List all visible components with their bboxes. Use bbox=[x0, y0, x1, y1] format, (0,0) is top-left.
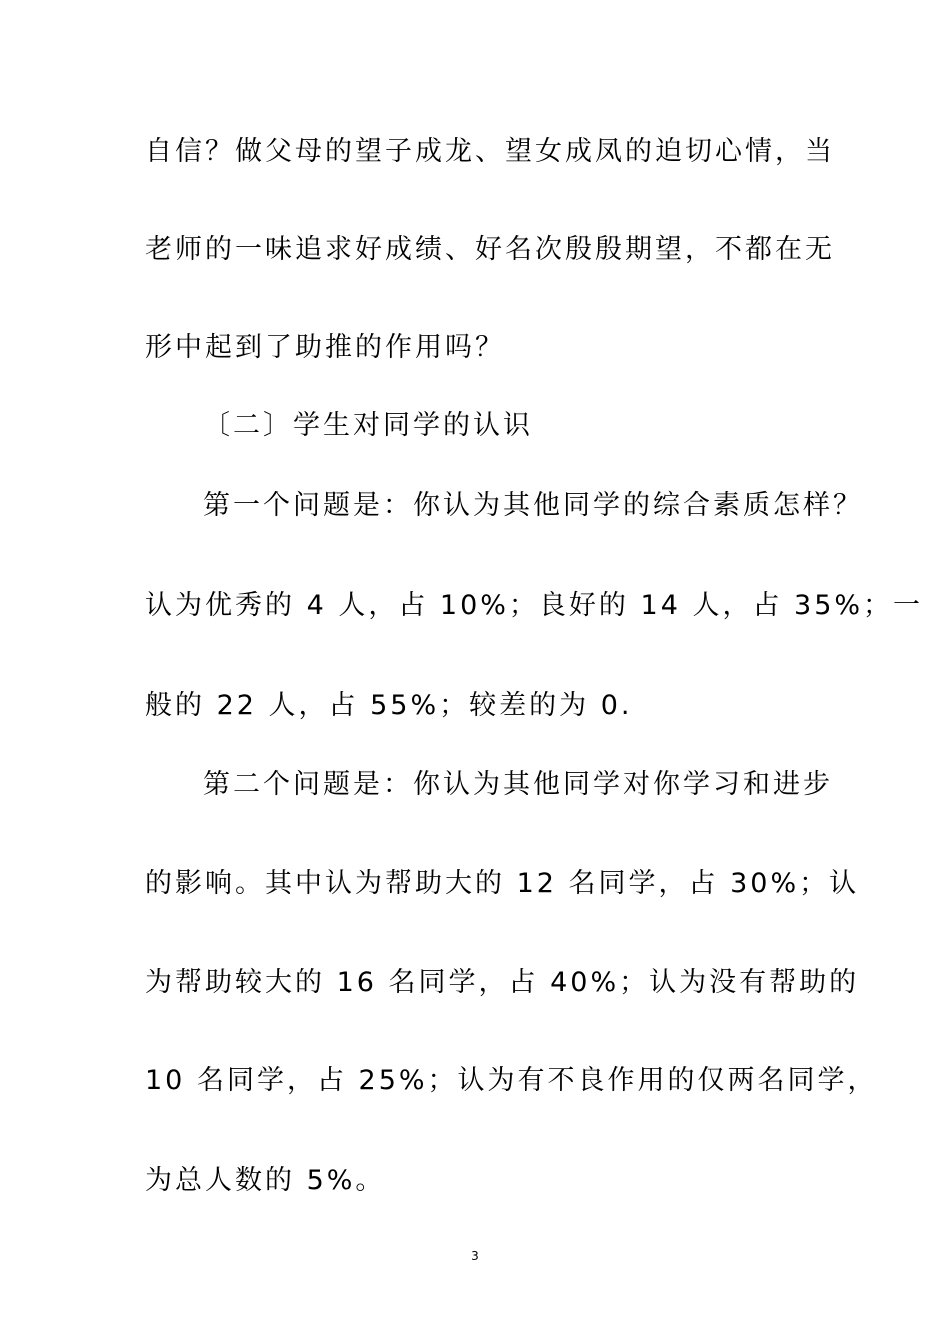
text-line-9: 的影响。其中认为帮助大的 12 名同学，占 30%；认 bbox=[145, 868, 860, 899]
text-line-3: 形中起到了助推的作用吗？ bbox=[145, 332, 505, 363]
text-line-12: 为总人数的 5%。 bbox=[145, 1165, 386, 1196]
text-line-10: 为帮助较大的 16 名同学，占 40%；认为没有帮助的 bbox=[145, 967, 860, 998]
page-number: 3 bbox=[471, 1249, 479, 1263]
section-heading: 〔二〕学生对同学的认识 bbox=[203, 410, 533, 441]
text-line-11: 10 名同学，占 25%；认为有不良作用的仅两名同学， bbox=[145, 1065, 878, 1096]
text-line-1: 自信？做父母的望子成龙、望女成凤的迫切心情，当 bbox=[145, 136, 835, 167]
text-line-7: 般的 22 人，占 55%；较差的为 0. bbox=[145, 690, 633, 721]
text-line-2: 老师的一味追求好成绩、好名次殷殷期望，不都在无 bbox=[145, 234, 835, 265]
text-line-8: 第二个问题是：你认为其他同学对你学习和进步 bbox=[203, 769, 833, 800]
text-line-5: 第一个问题是：你认为其他同学的综合素质怎样？ bbox=[203, 490, 863, 521]
text-line-6: 认为优秀的 4 人，占 10%；良好的 14 人，占 35%；一 bbox=[145, 590, 924, 621]
